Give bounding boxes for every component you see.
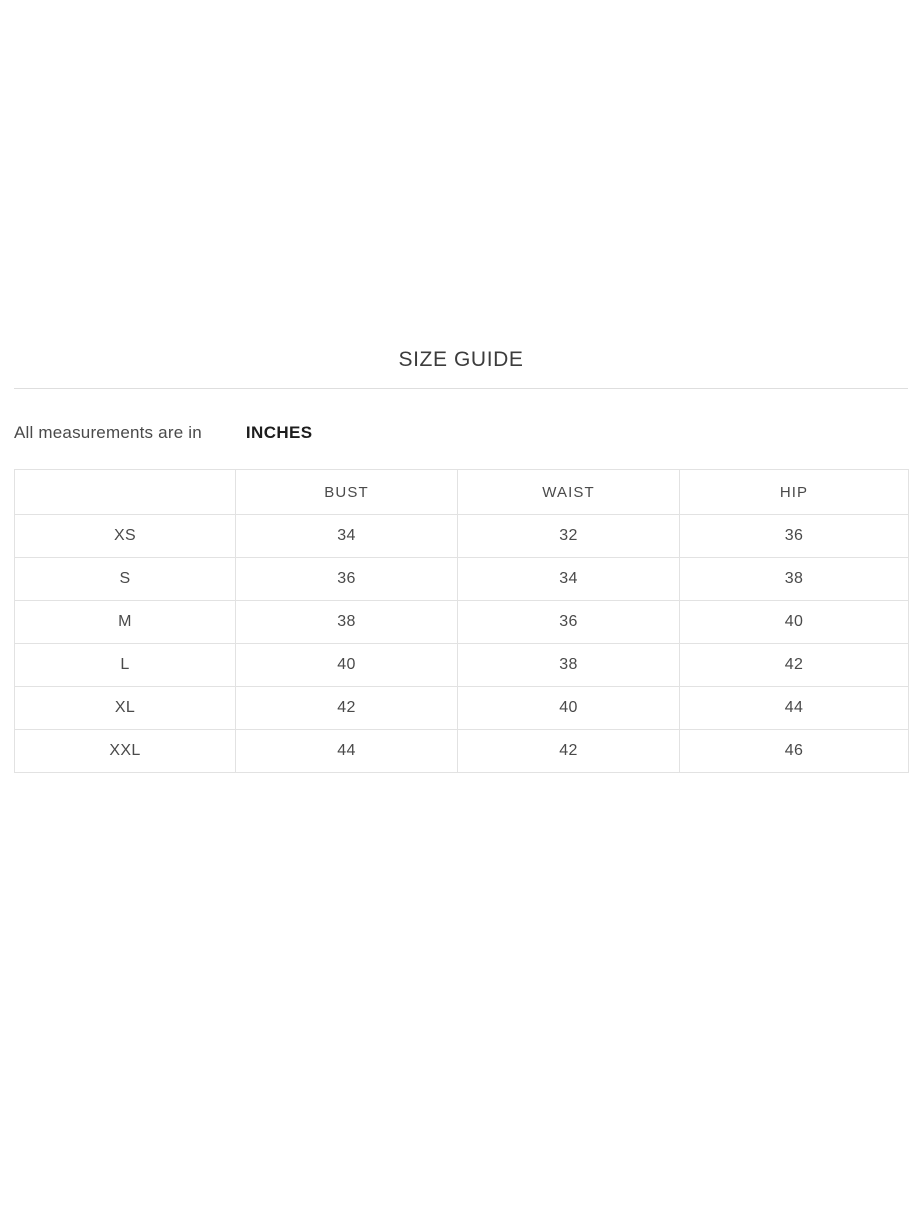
column-header-waist: WAIST bbox=[458, 470, 680, 515]
cell-waist: 40 bbox=[458, 687, 680, 730]
measurement-unit-value: INCHES bbox=[245, 423, 313, 442]
measurement-note bbox=[14, 389, 908, 469]
row-size-label: L bbox=[15, 644, 236, 687]
cell-hip: 46 bbox=[680, 730, 909, 773]
column-header-bust: BUST bbox=[236, 470, 458, 515]
cell-bust: 36 bbox=[236, 558, 458, 601]
table-body bbox=[15, 515, 909, 773]
cell-waist: 38 bbox=[458, 644, 680, 687]
row-size-label: M bbox=[15, 601, 236, 644]
table-header-row bbox=[15, 470, 909, 515]
cell-hip: 36 bbox=[680, 515, 909, 558]
table-row bbox=[15, 687, 909, 730]
cell-waist: 34 bbox=[458, 558, 680, 601]
table-row bbox=[15, 644, 909, 687]
row-size-label: XS bbox=[15, 515, 236, 558]
row-size-label: XL bbox=[15, 687, 236, 730]
cell-bust: 44 bbox=[236, 730, 458, 773]
page-title: SIZE GUIDE bbox=[398, 348, 524, 371]
cell-waist: 36 bbox=[458, 601, 680, 644]
cell-bust: 34 bbox=[236, 515, 458, 558]
table-corner-cell bbox=[15, 470, 236, 515]
column-header-hip: HIP bbox=[680, 470, 909, 515]
cell-hip: 38 bbox=[680, 558, 909, 601]
size-guide-content bbox=[14, 348, 908, 773]
table-row bbox=[15, 558, 909, 601]
table-row bbox=[15, 601, 909, 644]
cell-bust: 42 bbox=[236, 687, 458, 730]
cell-bust: 40 bbox=[236, 644, 458, 687]
row-size-label: S bbox=[15, 558, 236, 601]
size-chart-table bbox=[14, 469, 909, 773]
table-row bbox=[15, 730, 909, 773]
table-header bbox=[15, 470, 909, 515]
cell-bust: 38 bbox=[236, 601, 458, 644]
row-size-label: XXL bbox=[15, 730, 236, 773]
cell-hip: 44 bbox=[680, 687, 909, 730]
cell-waist: 32 bbox=[458, 515, 680, 558]
cell-hip: 42 bbox=[680, 644, 909, 687]
cell-waist: 42 bbox=[458, 730, 680, 773]
measurement-note-label: All measurements are in bbox=[14, 423, 202, 442]
table-row bbox=[15, 515, 909, 558]
cell-hip: 40 bbox=[680, 601, 909, 644]
